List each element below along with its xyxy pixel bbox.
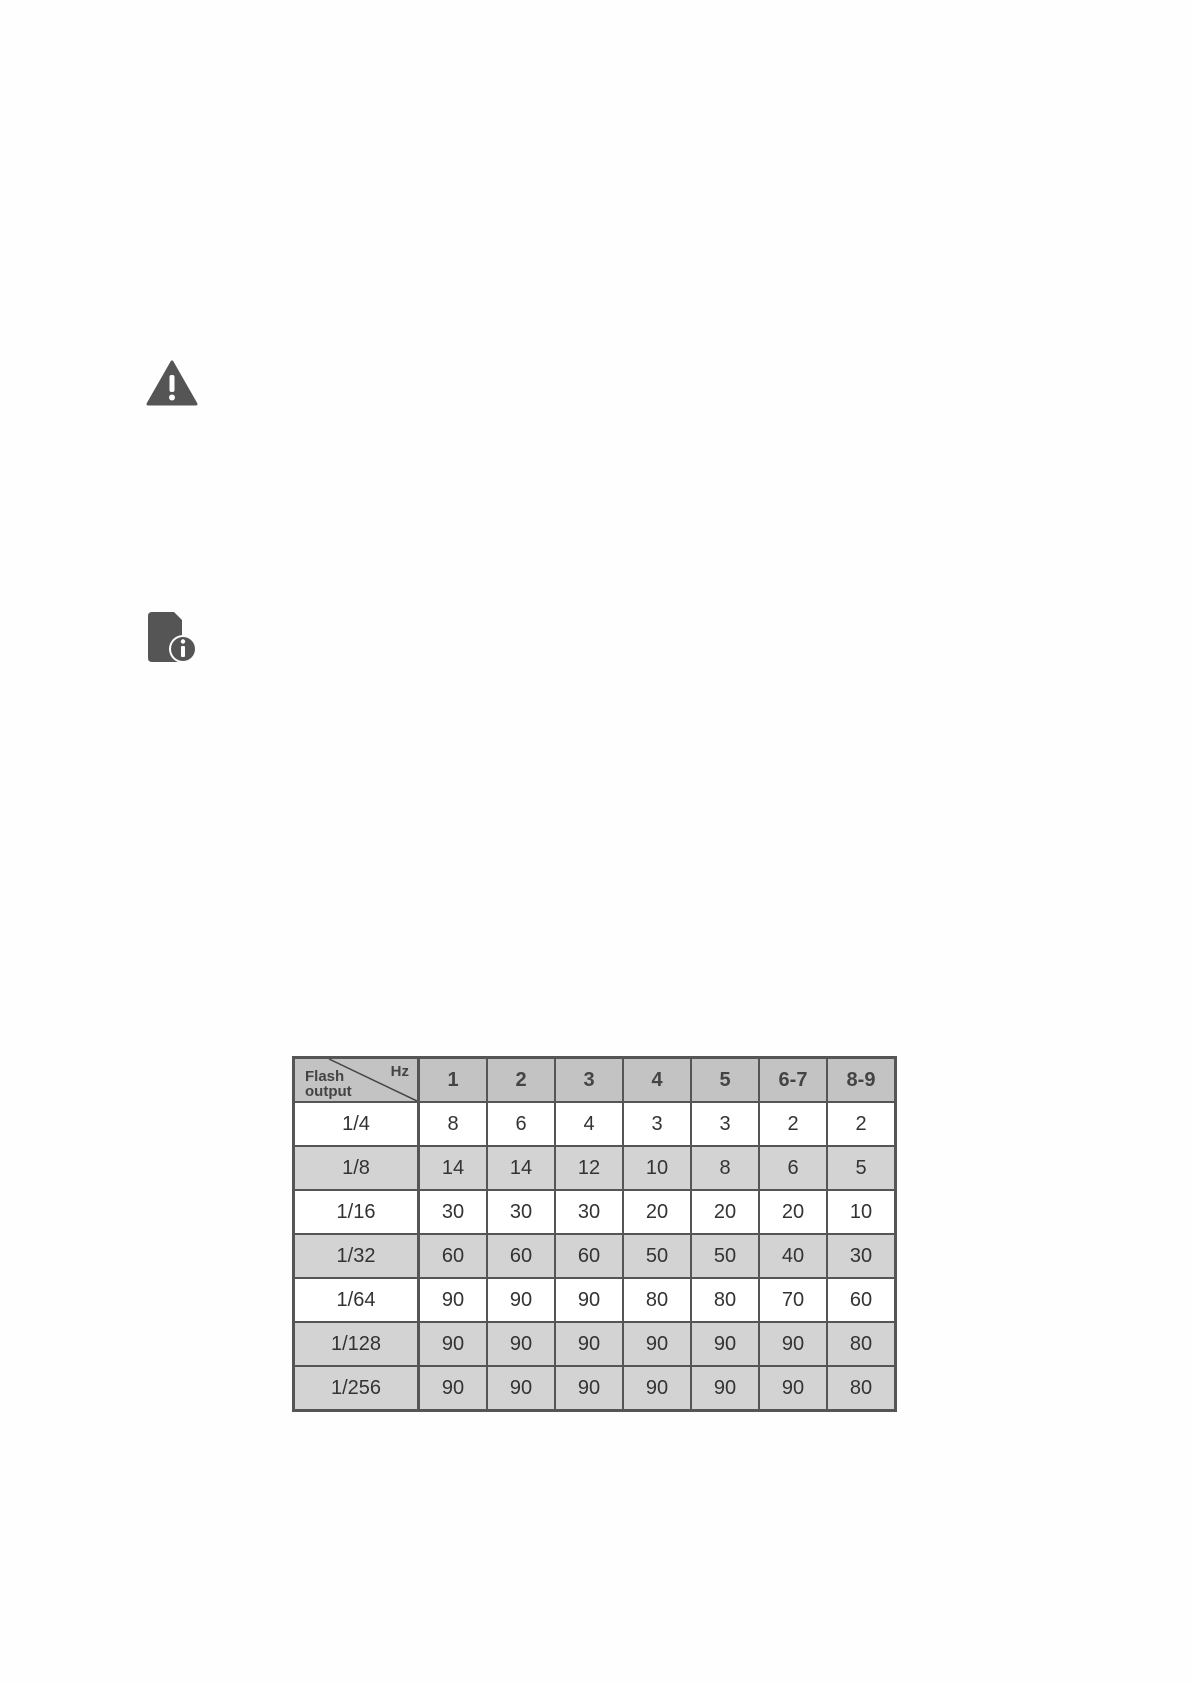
table-cell: 30	[827, 1234, 896, 1278]
row-axis-label-line1: Flash	[305, 1068, 345, 1085]
table-cell: 50	[691, 1234, 759, 1278]
table-row	[294, 1366, 896, 1411]
table-cell: 90	[487, 1322, 555, 1366]
table-row	[294, 1102, 896, 1146]
table-cell: 90	[487, 1366, 555, 1411]
table-cell: 3	[623, 1102, 691, 1146]
table-corner-cell	[294, 1058, 419, 1103]
table-cell: 90	[487, 1278, 555, 1322]
column-header: 8-9	[827, 1058, 896, 1103]
table-cell: 90	[555, 1278, 623, 1322]
row-axis-label-line2: output	[305, 1083, 352, 1100]
row-label: 1/4	[294, 1102, 419, 1146]
table-cell: 90	[419, 1278, 488, 1322]
table-cell: 50	[623, 1234, 691, 1278]
table-row	[294, 1322, 896, 1366]
table-cell: 90	[759, 1322, 827, 1366]
column-header: 6-7	[759, 1058, 827, 1103]
table-cell: 90	[623, 1366, 691, 1411]
column-header: 2	[487, 1058, 555, 1103]
table-cell: 20	[759, 1190, 827, 1234]
table-cell: 4	[555, 1102, 623, 1146]
row-label: 1/8	[294, 1146, 419, 1190]
table-cell: 8	[419, 1102, 488, 1146]
table-row	[294, 1278, 896, 1322]
table-cell: 6	[487, 1102, 555, 1146]
table-cell: 80	[827, 1322, 896, 1366]
table-cell: 2	[827, 1102, 896, 1146]
column-header: 4	[623, 1058, 691, 1103]
table-cell: 60	[827, 1278, 896, 1322]
table-cell: 10	[827, 1190, 896, 1234]
row-label: 1/256	[294, 1366, 419, 1411]
table-row	[294, 1234, 896, 1278]
table-cell: 3	[691, 1102, 759, 1146]
table-cell: 90	[759, 1366, 827, 1411]
table-cell: 14	[419, 1146, 488, 1190]
table-cell: 90	[555, 1322, 623, 1366]
table-cell: 80	[623, 1278, 691, 1322]
row-label: 1/64	[294, 1278, 419, 1322]
table-cell: 30	[487, 1190, 555, 1234]
note-icon	[146, 612, 198, 664]
column-header: 3	[555, 1058, 623, 1103]
table-cell: 90	[555, 1366, 623, 1411]
warning-icon	[146, 360, 198, 406]
table-row	[294, 1146, 896, 1190]
table-cell: 12	[555, 1146, 623, 1190]
table-cell: 8	[691, 1146, 759, 1190]
table-cell: 6	[759, 1146, 827, 1190]
table-cell: 60	[555, 1234, 623, 1278]
table-cell: 90	[691, 1322, 759, 1366]
table-cell: 90	[419, 1322, 488, 1366]
table-cell: 30	[419, 1190, 488, 1234]
table-cell: 60	[487, 1234, 555, 1278]
table-cell: 80	[827, 1366, 896, 1411]
table-row	[294, 1190, 896, 1234]
row-label: 1/16	[294, 1190, 419, 1234]
table-cell: 40	[759, 1234, 827, 1278]
table-cell: 60	[419, 1234, 488, 1278]
column-axis-label: Hz	[390, 1063, 409, 1080]
table-header-row	[294, 1058, 896, 1103]
row-label: 1/32	[294, 1234, 419, 1278]
table-cell: 90	[623, 1322, 691, 1366]
table-cell: 2	[759, 1102, 827, 1146]
flash-output-table	[292, 1056, 897, 1412]
row-label: 1/128	[294, 1322, 419, 1366]
table-cell: 14	[487, 1146, 555, 1190]
table-cell: 90	[691, 1366, 759, 1411]
table-cell: 90	[419, 1366, 488, 1411]
table-cell: 20	[623, 1190, 691, 1234]
table-cell: 5	[827, 1146, 896, 1190]
column-header: 5	[691, 1058, 759, 1103]
table-cell: 30	[555, 1190, 623, 1234]
table-cell: 10	[623, 1146, 691, 1190]
table-cell: 70	[759, 1278, 827, 1322]
table-cell: 20	[691, 1190, 759, 1234]
table-cell: 80	[691, 1278, 759, 1322]
column-header: 1	[419, 1058, 488, 1103]
